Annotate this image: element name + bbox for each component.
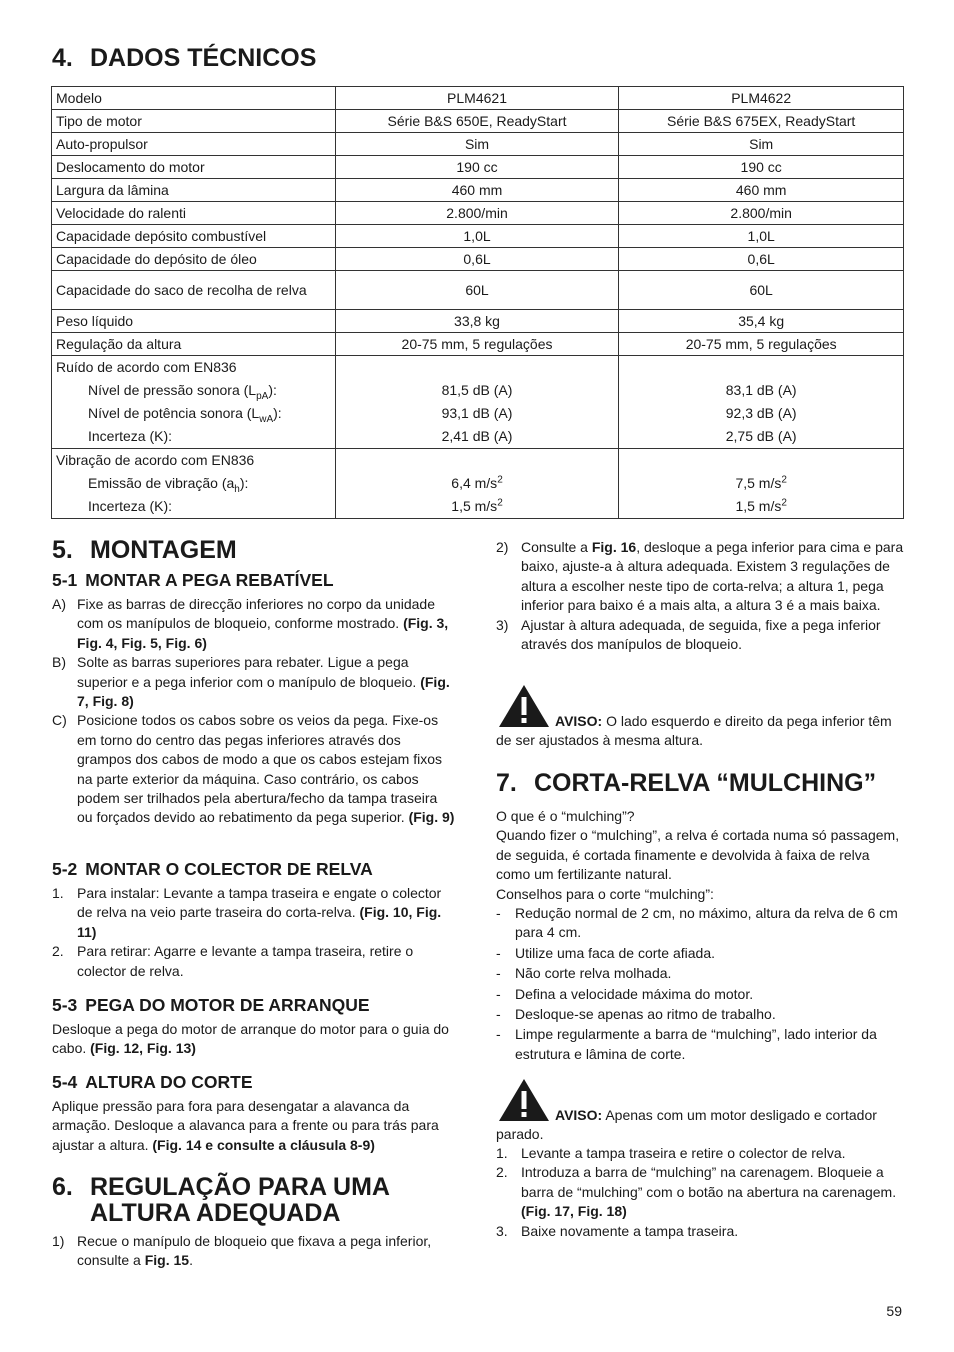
subsection-5-2-heading: 5-2 MONTAR O COLECTOR DE RELVA: [52, 859, 373, 879]
section-5-heading: 5. MONTAGEM: [52, 536, 237, 564]
table-cell: Sim: [335, 133, 619, 156]
table-row: [52, 156, 904, 179]
list-item: - Não corte relva molhada.: [496, 965, 672, 982]
subsection-5-1-heading: 5-1 MONTAR A PEGA REBATÍVEL: [52, 570, 334, 590]
table-cell: Peso líquido: [52, 310, 336, 333]
table-cell: 35,4 kg: [619, 310, 904, 333]
table-cell: 60L: [335, 271, 619, 310]
table-cell: [619, 449, 904, 519]
list-item: - Redução normal de 2 cm, no máximo, altura da relva de 6 cm para 4 cm.: [496, 905, 898, 941]
mulching-tips-list: [496, 904, 904, 1064]
noise-value: 83,1 dB (A): [725, 382, 797, 398]
vibration-value: 6,4 $m/s^2$: [451, 474, 503, 491]
noise-value: 2,41 dB (A): [441, 428, 513, 444]
table-cell: [335, 356, 619, 449]
list-item: 2. Introduza a barra de “mulching” na carenagem. Bloqueie a barra de “mulching” com o botão na abertura na carenagem. (Fig. 17, Fig. 18): [496, 1164, 897, 1220]
list-item: 3) Ajustar à altura adequada, de seguida, fixe a pega inferior através dos manípulos de bloqueio.: [496, 616, 881, 653]
table-row: [52, 271, 904, 310]
table-cell: 0,6L: [619, 248, 904, 271]
table-cell: Capacidade depósito combustível: [52, 225, 336, 248]
mulching-tips-title: Conselhos para o corte “mulching”:: [496, 885, 714, 902]
table-cell: Tipo de motor: [52, 110, 336, 133]
table-row: [52, 202, 904, 225]
warning-text-7: AVISO: Apenas com um motor desligado e cortador parado.: [496, 1107, 877, 1143]
noise-value: 81,5 dB (A): [441, 382, 513, 398]
warning-text-6: AVISO: O lado esquerdo e direito da pega inferior têm de ser ajustados à mesma altura.: [496, 713, 892, 749]
list-item: B) Solte as barras superiores para rebater. Ligue a pega superior e a pega inferior com o manípulo de bloqueio. (Fig. 7, Fig. 8): [52, 654, 450, 710]
list-item: - Utilize uma faca de corte afiada.: [496, 944, 715, 961]
mulching-question: O que é o “mulching”?: [496, 808, 635, 824]
table-cell: Velocidade do ralenti: [52, 202, 336, 225]
section-6-heading: 6. REGULAÇÃO PARA UMA ALTURA ADEQUADA: [52, 1173, 390, 1227]
list-5-2: [52, 884, 456, 981]
mulching-steps-list: [496, 1144, 904, 1241]
table-cell: [335, 449, 619, 519]
table-cell: Série B&S 650E, ReadyStart: [335, 110, 619, 133]
list-item: 1. Levante a tampa traseira e retire o colector de relva.: [496, 1145, 846, 1161]
page-number: 59: [886, 1303, 902, 1319]
list-item: 3. Baixe novamente a tampa traseira.: [496, 1222, 739, 1239]
table-cell: 0,6L: [335, 248, 619, 271]
table-row-noise: [52, 356, 904, 449]
table-cell: 190 cc: [335, 156, 619, 179]
table-row: [52, 133, 904, 156]
list-item: C) Posicione todos os cabos sobre os veios da pega. Fixe-os em torno do centro das pegas inferiores através dos grampos dos cabos de modo a que os cabos estejam fixos na parte exterior da máquina. Caso contrário, os cabos podem ser trilhados pela abertura/fecho da tampa traseira ou forçados devido ao rebatimento da pega superior. (Fig. 9): [52, 712, 455, 826]
table-cell: 2.800/min: [619, 202, 904, 225]
table-row: [52, 110, 904, 133]
table-cell: Auto-propulsor: [52, 133, 336, 156]
table-cell: Sim: [619, 133, 904, 156]
table-row: [52, 179, 904, 202]
section-title: DADOS TÉCNICOS: [90, 44, 317, 72]
list-5-1: [52, 595, 456, 828]
table-cell: 20-75 mm, 5 regulações: [619, 333, 904, 356]
vibration-uncertainty-label: Incerteza (K):: [88, 498, 173, 514]
list-item: - Limpe regularmente a barra de “mulching”, lado interior da estrutura e lâmina de corte.: [496, 1026, 877, 1062]
table-cell: 460 mm: [335, 179, 619, 202]
paragraph-5-3: Desloque a pega do motor de arranque do motor para o guia do cabo. (Fig. 12, Fig. 13): [52, 1021, 449, 1057]
paragraph-5-4: Aplique pressão para fora para desengatar a alavanca da armação. Desloque a alavanca para a frente ou para trás para ajustar a altura. (Fig. 14 e consulte a cláusula 8-9): [52, 1098, 439, 1153]
list-item: A) Fixe as barras de direcção inferiores no corpo da unidade com os manípulos de bloqueio, conforme mostrado. (Fig. 3, Fig. 4, Fig. 5, Fig. 6): [52, 596, 449, 651]
noise-value: 93,1 dB (A): [441, 405, 513, 421]
table-cell: Capacidade do depósito de óleo: [52, 248, 336, 271]
table-row: [52, 310, 904, 333]
noise-value: 92,3 dB (A): [725, 405, 797, 421]
mulching-description: Quando fizer o “mulching”, a relva é cortada numa só passagem, de seguida, é cortada finamente e devolvida à faixa de relva como um fertilizante natural.: [496, 827, 900, 883]
table-cell: 2.800/min: [335, 202, 619, 225]
table-cell: PLM4621: [335, 87, 619, 110]
table-cell: 1,0L: [335, 225, 619, 248]
table-row: [52, 333, 904, 356]
vibration-title: Vibração de acordo com EN836: [56, 452, 255, 468]
table-row: [52, 225, 904, 248]
table-cell: 33,8 kg: [335, 310, 619, 333]
subsection-5-3-heading: 5-3 PEGA DO MOTOR DE ARRANQUE: [52, 995, 370, 1015]
noise-title: Ruído de acordo com EN836: [56, 359, 237, 375]
list-6-left: [52, 1232, 456, 1271]
section-4-heading: [52, 45, 316, 72]
list-item: 1. Para instalar: Levante a tampa traseira e engate o colector de relva na veio parte traseira do corta-relva. (Fig. 10, Fig. 11): [52, 885, 442, 940]
subsection-5-4-heading: 5-4 ALTURA DO CORTE: [52, 1072, 253, 1092]
list-item: - Desloque-se apenas ao ritmo de trabalho.: [496, 1006, 776, 1023]
table-header-row: [52, 87, 904, 110]
table-cell: Largura da lâmina: [52, 179, 336, 202]
table-cell: 1,0L: [619, 225, 904, 248]
table-cell: 20-75 mm, 5 regulações: [335, 333, 619, 356]
table-cell: 460 mm: [619, 179, 904, 202]
noise-power-label: Nível de potência sonora $(L_{wA})$:: [88, 405, 282, 425]
table-cell: Capacidade do saco de recolha de relva: [52, 271, 336, 310]
vibration-emission-label: Emissão de vibração $(a_h)$:: [88, 475, 249, 495]
noise-uncertainty-label: Incerteza (K):: [88, 428, 173, 444]
list-item: 2. Para retirar: Agarre e levante a tampa traseira, retire o colector de relva.: [52, 943, 414, 979]
table-cell: 190 cc: [619, 156, 904, 179]
table-cell: PLM4622: [619, 87, 904, 110]
list-6-right: [496, 538, 904, 654]
table-cell: Deslocamento do motor: [52, 156, 336, 179]
spec-table: [51, 86, 904, 519]
section-7-body: [496, 807, 904, 1065]
table-cell: 60L: [619, 271, 904, 310]
section-number: 4.: [52, 44, 73, 72]
vibration-value: 1,5 $m/s^2$: [735, 497, 787, 514]
table-cell: Regulação da altura: [52, 333, 336, 356]
list-item: - Defina a velocidade máxima do motor.: [496, 985, 754, 1002]
vibration-value: 1,5 $m/s^2$: [451, 497, 503, 514]
noise-value: 2,75 dB (A): [725, 428, 797, 444]
table-row: [52, 248, 904, 271]
vibration-value: 7,5 $m/s^2$: [735, 474, 787, 491]
table-cell: [52, 449, 336, 519]
table-cell: [619, 356, 904, 449]
table-cell: Série B&S 675EX, ReadyStart: [619, 110, 904, 133]
table-cell: [52, 356, 336, 449]
noise-pressure-label: Nível de pressão sonora $(L_{pA})$:: [88, 382, 277, 402]
list-item: 1) Recue o manípulo de bloqueio que fixava a pega inferior, consulte a Fig. 15.: [52, 1233, 432, 1269]
section-7-heading: 7. CORTA-RELVA “MULCHING”: [496, 769, 877, 797]
list-item: 2) Consulte a Fig. 16, desloque a pega inferior para cima e para baixo, ajuste-a à altura adequada. Existem 3 regulações de altura a escolher neste tipo de corta-relva; a altura 1, pega inferior para baixo é a mais alta, a altura 3 é a mais baixa.: [496, 539, 904, 614]
table-row-vibration: [52, 449, 904, 519]
table-cell: Modelo: [52, 87, 336, 110]
